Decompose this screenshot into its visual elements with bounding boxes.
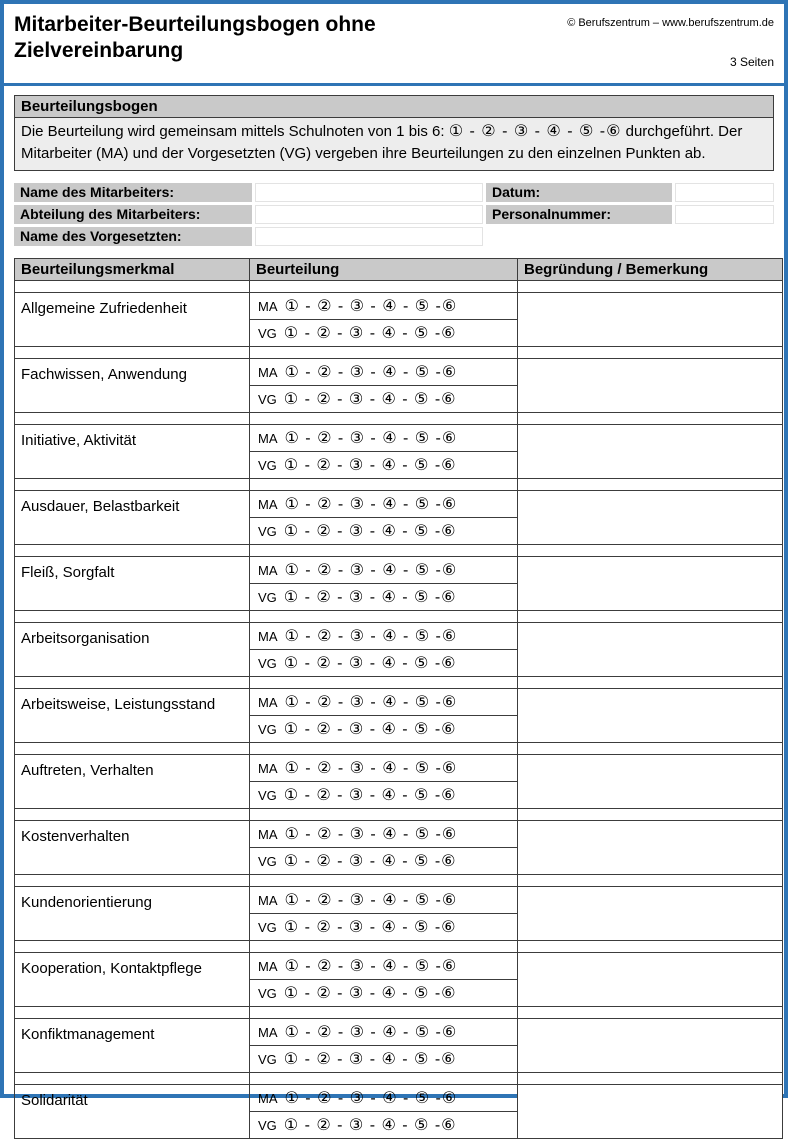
spacer-cell xyxy=(250,677,518,689)
form-blank-cell xyxy=(486,227,672,246)
spacer-row xyxy=(15,941,783,953)
criterion-label: Fleiß, Sorgfalt xyxy=(15,557,250,611)
ma-rating-cell[interactable] xyxy=(250,623,518,650)
ma-rating-scale: ① - ② - ③ - ④ - ⑤ -⑥ xyxy=(284,760,458,778)
ma-rating-scale: ① - ② - ③ - ④ - ⑤ -⑥ xyxy=(284,298,458,316)
comment-cell[interactable] xyxy=(518,953,783,1007)
ma-label: MA xyxy=(258,629,278,645)
ma-rating-cell[interactable] xyxy=(250,425,518,452)
criterion-label: Arbeitsweise, Leistungsstand xyxy=(15,689,250,743)
vg-label: VG xyxy=(258,458,277,474)
label-date: Datum: xyxy=(486,183,672,202)
criterion-row-ma xyxy=(15,491,783,518)
spacer-cell xyxy=(15,941,250,953)
vg-label: VG xyxy=(258,326,277,342)
page-title: Mitarbeiter-Beurteilungsbogen ohne Zielvereinbarung xyxy=(14,13,376,63)
ma-rating-scale: ① - ② - ③ - ④ - ⑤ -⑥ xyxy=(284,364,458,382)
input-date[interactable] xyxy=(675,183,774,202)
ma-rating-scale: ① - ② - ③ - ④ - ⑤ -⑥ xyxy=(284,694,458,712)
ma-label: MA xyxy=(258,827,278,843)
ma-label: MA xyxy=(258,695,278,711)
col-header-beurteilung: Beurteilung xyxy=(250,259,518,281)
vg-label: VG xyxy=(258,920,277,936)
spacer-row xyxy=(15,1073,783,1085)
vg-rating-cell[interactable] xyxy=(250,914,518,941)
evaluation-table xyxy=(14,258,783,1139)
table-header-row xyxy=(15,259,783,281)
spacer-cell xyxy=(250,413,518,425)
copyright-text: © Berufszentrum – www.berufszentrum.de xyxy=(567,17,774,29)
vg-rating-cell[interactable] xyxy=(250,848,518,875)
vg-label: VG xyxy=(258,722,277,738)
criterion-label: Auftreten, Verhalten xyxy=(15,755,250,809)
spacer-row xyxy=(15,743,783,755)
spacer-cell xyxy=(15,347,250,359)
criterion-label: Arbeitsorganisation xyxy=(15,623,250,677)
criterion-label: Kundenorientierung xyxy=(15,887,250,941)
vg-rating-scale: ① - ② - ③ - ④ - ⑤ -⑥ xyxy=(283,985,457,1003)
criterion-row-ma xyxy=(15,1019,783,1046)
spacer-row xyxy=(15,413,783,425)
criterion-label: Konfiktmanagement xyxy=(15,1019,250,1073)
spacer-row xyxy=(15,611,783,623)
ma-rating-scale: ① - ② - ③ - ④ - ⑤ -⑥ xyxy=(284,430,458,448)
comment-cell[interactable] xyxy=(518,359,783,413)
intro-text-after: durchgeführt. Der Mitarbeiter (MA) und der Vorgesetzten (VG) vergeben ihre Beurteilungen zu den einzelnen Punkten ab. xyxy=(21,123,743,163)
vg-rating-cell[interactable] xyxy=(250,386,518,413)
spacer-row xyxy=(15,677,783,689)
col-header-begruendung: Begründung / Bemerkung xyxy=(518,259,783,281)
spacer-cell xyxy=(15,611,250,623)
vg-rating-scale: ① - ② - ③ - ④ - ⑤ -⑥ xyxy=(283,1117,457,1135)
vg-rating-scale: ① - ② - ③ - ④ - ⑤ -⑥ xyxy=(283,721,457,739)
spacer-cell xyxy=(250,347,518,359)
ma-rating-scale: ① - ② - ③ - ④ - ⑤ -⑥ xyxy=(284,496,458,514)
vg-rating-scale: ① - ② - ③ - ④ - ⑤ -⑥ xyxy=(283,787,457,805)
vg-rating-cell[interactable] xyxy=(250,518,518,545)
header-divider xyxy=(4,83,784,86)
criterion-label: Kostenverhalten xyxy=(15,821,250,875)
spacer-row xyxy=(15,347,783,359)
label-department: Abteilung des Mitarbeiters: xyxy=(14,205,252,224)
input-employee-name[interactable] xyxy=(255,183,483,202)
spacer-cell xyxy=(518,611,783,623)
ma-rating-scale: ① - ② - ③ - ④ - ⑤ -⑥ xyxy=(284,1024,458,1042)
spacer-cell xyxy=(15,743,250,755)
ma-label: MA xyxy=(258,959,278,975)
ma-label: MA xyxy=(258,299,278,315)
vg-rating-cell[interactable] xyxy=(250,584,518,611)
comment-cell[interactable] xyxy=(518,425,783,479)
criterion-row-ma xyxy=(15,425,783,452)
ma-rating-scale: ① - ② - ③ - ④ - ⑤ -⑥ xyxy=(284,1090,458,1108)
ma-label: MA xyxy=(258,761,278,777)
criterion-label: Fachwissen, Anwendung xyxy=(15,359,250,413)
vg-rating-scale: ① - ② - ③ - ④ - ⑤ -⑥ xyxy=(283,655,457,673)
spacer-cell xyxy=(518,479,783,491)
criterion-row-ma xyxy=(15,293,783,320)
vg-rating-cell[interactable] xyxy=(250,320,518,347)
vg-rating-scale: ① - ② - ③ - ④ - ⑤ -⑥ xyxy=(283,523,457,541)
vg-label: VG xyxy=(258,986,277,1002)
spacer-row xyxy=(15,545,783,557)
spacer-row xyxy=(15,479,783,491)
comment-cell[interactable] xyxy=(518,623,783,677)
spacer-cell xyxy=(250,545,518,557)
criterion-row-ma xyxy=(15,623,783,650)
spacer-cell xyxy=(15,809,250,821)
spacer-cell xyxy=(250,479,518,491)
intro-heading: Beurteilungsbogen xyxy=(15,96,773,118)
intro-text xyxy=(15,118,773,170)
spacer-cell xyxy=(518,281,783,293)
comment-cell[interactable] xyxy=(518,887,783,941)
spacer-cell xyxy=(250,875,518,887)
spacer-cell xyxy=(15,1073,250,1085)
vg-rating-cell[interactable] xyxy=(250,782,518,809)
spacer-cell xyxy=(15,1007,250,1019)
label-employee-name: Name des Mitarbeiters: xyxy=(14,183,252,202)
spacer-cell xyxy=(250,809,518,821)
ma-label: MA xyxy=(258,365,278,381)
ma-rating-cell[interactable] xyxy=(250,557,518,584)
ma-rating-cell[interactable] xyxy=(250,491,518,518)
ma-label: MA xyxy=(258,563,278,579)
vg-rating-cell[interactable] xyxy=(250,650,518,677)
spacer-row xyxy=(15,875,783,887)
vg-rating-scale: ① - ② - ③ - ④ - ⑤ -⑥ xyxy=(283,391,457,409)
comment-cell[interactable] xyxy=(518,689,783,743)
spacer-cell xyxy=(518,941,783,953)
employee-form xyxy=(14,183,774,246)
spacer-cell xyxy=(15,545,250,557)
vg-label: VG xyxy=(258,656,277,672)
comment-cell[interactable] xyxy=(518,1019,783,1073)
criterion-row-ma xyxy=(15,557,783,584)
criterion-label: Initiative, Aktivität xyxy=(15,425,250,479)
criterion-label: Kooperation, Kontaktpflege xyxy=(15,953,250,1007)
header-right xyxy=(567,12,774,69)
criterion-row-ma xyxy=(15,755,783,782)
vg-label: VG xyxy=(258,392,277,408)
comment-cell[interactable] xyxy=(518,293,783,347)
ma-rating-scale: ① - ② - ③ - ④ - ⑤ -⑥ xyxy=(284,826,458,844)
comment-cell[interactable] xyxy=(518,755,783,809)
ma-rating-cell[interactable] xyxy=(250,755,518,782)
spacer-cell xyxy=(250,1073,518,1085)
vg-rating-cell[interactable] xyxy=(250,1046,518,1073)
criterion-row-ma xyxy=(15,359,783,386)
vg-rating-scale: ① - ② - ③ - ④ - ⑤ -⑥ xyxy=(283,589,457,607)
vg-rating-cell[interactable] xyxy=(250,452,518,479)
ma-rating-cell[interactable] xyxy=(250,821,518,848)
comment-cell[interactable] xyxy=(518,557,783,611)
ma-rating-scale: ① - ② - ③ - ④ - ⑤ -⑥ xyxy=(284,628,458,646)
criterion-row-ma xyxy=(15,821,783,848)
vg-label: VG xyxy=(258,854,277,870)
ma-rating-cell[interactable] xyxy=(250,359,518,386)
criterion-row-ma xyxy=(15,887,783,914)
spacer-cell xyxy=(518,347,783,359)
spacer-row xyxy=(15,281,783,293)
ma-label: MA xyxy=(258,893,278,909)
vg-rating-scale: ① - ② - ③ - ④ - ⑤ -⑥ xyxy=(283,325,457,343)
vg-rating-scale: ① - ② - ③ - ④ - ⑤ -⑥ xyxy=(283,919,457,937)
spacer-cell xyxy=(250,281,518,293)
vg-label: VG xyxy=(258,788,277,804)
input-department[interactable] xyxy=(255,205,483,224)
vg-rating-cell[interactable] xyxy=(250,716,518,743)
vg-rating-scale: ① - ② - ③ - ④ - ⑤ -⑥ xyxy=(283,457,457,475)
vg-label: VG xyxy=(258,590,277,606)
comment-cell[interactable] xyxy=(518,821,783,875)
criteria-tbody xyxy=(15,281,783,1139)
ma-rating-scale: ① - ② - ③ - ④ - ⑤ -⑥ xyxy=(284,562,458,580)
vg-rating-cell[interactable] xyxy=(250,1112,518,1139)
spacer-cell xyxy=(15,875,250,887)
ma-label: MA xyxy=(258,1025,278,1041)
input-personnel-number[interactable] xyxy=(675,205,774,224)
ma-rating-scale: ① - ② - ③ - ④ - ⑤ -⑥ xyxy=(284,892,458,910)
spacer-cell xyxy=(15,413,250,425)
criterion-row-ma xyxy=(15,1085,783,1112)
comment-cell[interactable] xyxy=(518,491,783,545)
pages-count-label: 3 Seiten xyxy=(729,55,774,69)
intro-text-before: Die Beurteilung wird gemeinsam mittels Schulnoten von 1 bis 6: xyxy=(21,123,445,140)
spacer-row xyxy=(15,809,783,821)
vg-label: VG xyxy=(258,524,277,540)
ma-rating-cell[interactable] xyxy=(250,1019,518,1046)
criterion-label: Ausdauer, Belastbarkeit xyxy=(15,491,250,545)
vg-rating-scale: ① - ② - ③ - ④ - ⑤ -⑥ xyxy=(283,1051,457,1069)
criterion-label: Allgemeine Zufriedenheit xyxy=(15,293,250,347)
spacer-cell xyxy=(518,1073,783,1085)
ma-rating-cell[interactable] xyxy=(250,1085,518,1112)
criterion-row-ma xyxy=(15,689,783,716)
spacer-cell xyxy=(250,743,518,755)
spacer-cell xyxy=(15,479,250,491)
input-supervisor-name[interactable] xyxy=(255,227,483,246)
spacer-cell xyxy=(518,875,783,887)
vg-label: VG xyxy=(258,1118,277,1134)
ma-rating-cell[interactable] xyxy=(250,293,518,320)
spacer-cell xyxy=(518,1007,783,1019)
form-blank-cell xyxy=(675,227,774,246)
spacer-cell xyxy=(518,809,783,821)
ma-rating-scale: ① - ② - ③ - ④ - ⑤ -⑥ xyxy=(284,958,458,976)
comment-cell[interactable] xyxy=(518,1085,783,1139)
col-header-merkmal: Beurteilungsmerkmal xyxy=(15,259,250,281)
vg-label: VG xyxy=(258,1052,277,1068)
ma-label: MA xyxy=(258,497,278,513)
spacer-cell xyxy=(15,677,250,689)
vg-rating-cell[interactable] xyxy=(250,980,518,1007)
criterion-label: Solidarität xyxy=(15,1085,250,1139)
ma-rating-cell[interactable] xyxy=(250,953,518,980)
spacer-cell xyxy=(518,545,783,557)
intro-box xyxy=(14,95,774,171)
criterion-row-ma xyxy=(15,953,783,980)
spacer-cell xyxy=(250,1007,518,1019)
document-header xyxy=(14,12,774,69)
ma-rating-cell[interactable] xyxy=(250,689,518,716)
spacer-cell xyxy=(250,941,518,953)
ma-rating-cell[interactable] xyxy=(250,887,518,914)
spacer-cell xyxy=(15,281,250,293)
ma-label: MA xyxy=(258,431,278,447)
spacer-row xyxy=(15,1007,783,1019)
vg-rating-scale: ① - ② - ③ - ④ - ⑤ -⑥ xyxy=(283,853,457,871)
spacer-cell xyxy=(518,413,783,425)
spacer-cell xyxy=(518,743,783,755)
spacer-cell xyxy=(518,677,783,689)
spacer-cell xyxy=(250,611,518,623)
ma-label: MA xyxy=(258,1091,278,1107)
label-personnel-number: Personalnummer: xyxy=(486,205,672,224)
label-supervisor-name: Name des Vorgesetzten: xyxy=(14,227,252,246)
intro-grade-scale: ① - ② - ③ - ④ - ⑤ -⑥ xyxy=(448,123,622,140)
